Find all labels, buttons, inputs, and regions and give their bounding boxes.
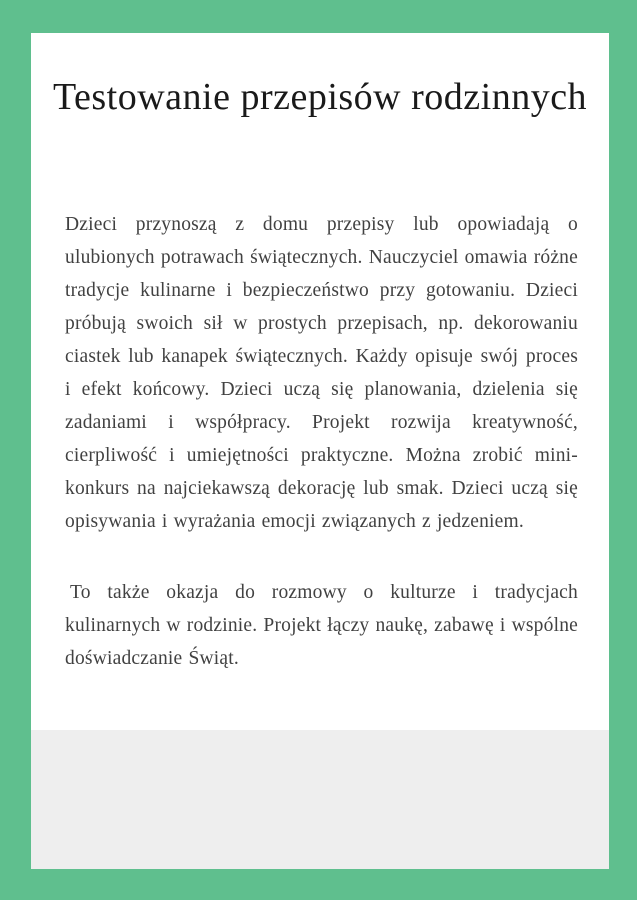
page-title: Testowanie przepisów rodzinnych [52,76,588,118]
document-sheet [31,33,609,869]
paragraph-1: Dzieci przynoszą z domu przepisy lub opowiadają o ulubionych potrawach świątecznych. Nauczyciel omawia różne tradycje kulinarne i bezpieczeństwo przy gotowaniu. Dzieci próbują swoich sił w prostych przepisach, np. dekorowaniu ciastek lub kanapek świątecznych. Każdy opisuje swój proces i efekt końcowy. Dzieci uczą się planowania, dzielenia się zadaniami i współpracy. Projekt rozwija kreatywność, cierpliwość i umiejętności praktyczne. Można zrobić mini-konkurs na najciekawszą dekorację lub smak. Dzieci uczą się opisywania i wyrażania emocji związanych z jedzeniem. [65,214,578,532]
footer-gray-block [31,730,609,869]
paragraph-2: To także okazja do rozmowy o kulturze i tradycjach kulinarnych w rodzinie. Projekt łączy naukę, zabawę i wspólne doświadczanie Świąt. [65,582,578,669]
body-text [65,208,578,713]
